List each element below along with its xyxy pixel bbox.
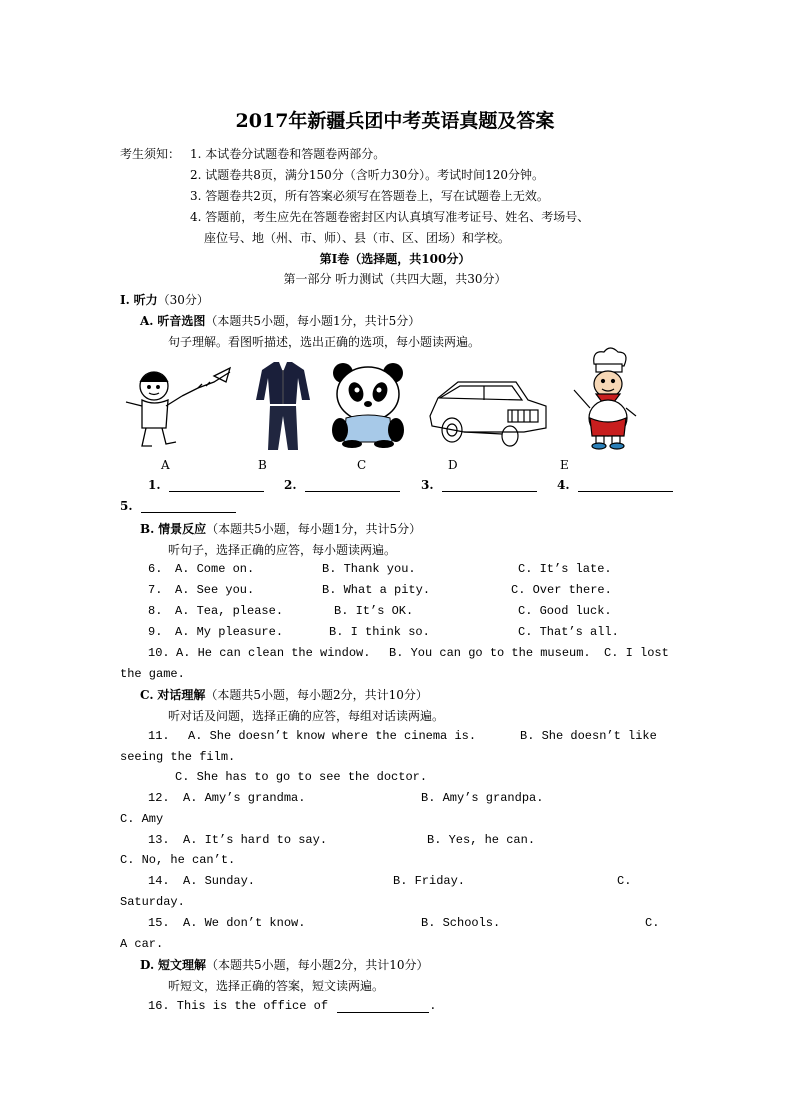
section-b-instruction: 听句子，选择正确的应答，每小题读两遍。: [168, 543, 397, 557]
question-7-option-c: C. Over there.: [511, 583, 612, 597]
question-11-option-c: C. She has to go to see the doctor.: [175, 770, 428, 784]
tracksuit-icon: [252, 360, 314, 452]
question-9-num: 9.: [148, 625, 163, 639]
section-b-label: B.: [140, 522, 155, 536]
question-7-option-a: A. See you.: [175, 583, 255, 597]
question-6-option-a: A. Come on.: [175, 562, 255, 576]
question-6-num: 6.: [148, 562, 163, 576]
question-11-option-b-cont: seeing the film.: [120, 750, 236, 764]
answer-blank-5-num: 5.: [120, 499, 133, 513]
chef-icon: [566, 346, 642, 450]
section-a-instruction: 句子理解。看图听描述，选出正确的选项，每小题读两遍。: [168, 335, 481, 349]
picture-label-b: B: [258, 458, 267, 472]
question-6-option-b: B. Thank you.: [322, 562, 416, 576]
section-a-label: A.: [140, 314, 154, 328]
notice-item-2: 2. 试题卷共8页，满分150分（含听力30分）。考试时间120分钟。: [190, 168, 544, 182]
question-9-option-c: C. That’s all.: [518, 625, 619, 639]
question-9-option-a: A. My pleasure.: [175, 625, 284, 639]
answer-blank-4-line[interactable]: [578, 478, 673, 492]
question-13-num: 13.: [148, 833, 170, 847]
picture-label-d: D: [448, 458, 458, 472]
girl-with-kite-icon: [118, 358, 236, 454]
section-c-name: 对话理解: [157, 688, 206, 702]
answer-blank-5-line[interactable]: [141, 499, 236, 513]
question-16-text: 16. This is the office of: [148, 999, 329, 1013]
answer-blank-4[interactable]: [557, 478, 673, 492]
notice-item-3: 3. 答题卷共2页，所有答案必须写在答题卷上，写在试题卷上无效。: [190, 189, 549, 203]
notice-label: 考生须知：: [120, 147, 181, 161]
answer-blank-3-line[interactable]: [442, 478, 537, 492]
question-13-option-c: C. No, he can’t.: [120, 853, 236, 867]
section-i-num: I.: [120, 293, 130, 307]
question-15-option-b: B. Schools.: [421, 916, 501, 930]
question-10-option-b: B. You can go to the museum.: [389, 646, 591, 660]
question-11-num: 11.: [148, 729, 170, 743]
section-i-heading: [120, 291, 209, 308]
section-d-label: D.: [140, 958, 155, 972]
answer-blank-2-line[interactable]: [305, 478, 400, 492]
question-15-num: 15.: [148, 916, 170, 930]
question-16: [148, 999, 436, 1013]
picture-label-e: E: [560, 458, 569, 472]
section-c-heading: [140, 686, 428, 703]
question-8-option-c: C. Good luck.: [518, 604, 612, 618]
picture-label-c: C: [357, 458, 367, 472]
question-10-option-c-cont: the game.: [120, 667, 185, 681]
answer-blank-2[interactable]: [284, 478, 400, 492]
question-8-num: 8.: [148, 604, 163, 618]
picture-label-a: A: [161, 458, 170, 472]
question-12-num: 12.: [148, 791, 170, 805]
section-c-desc: （本题共5小题，每小题2分，共计10分）: [205, 688, 428, 702]
answer-blank-1-num: 1.: [148, 478, 161, 492]
section-a-heading: [140, 312, 420, 329]
part-one-heading: 第一部分 听力测试（共四大题，共30分）: [283, 272, 507, 286]
question-10-num: 10.: [148, 646, 170, 660]
question-13-option-a: A. It’s hard to say.: [183, 833, 328, 847]
question-10-option-c: C. I lost: [604, 646, 669, 660]
question-15-option-c: A car.: [120, 937, 164, 951]
answer-blank-5[interactable]: [120, 499, 236, 513]
answer-blank-1[interactable]: [148, 478, 264, 492]
answer-blank-1-line[interactable]: [169, 478, 264, 492]
volume-heading: 第Ⅰ卷（选择题，共100分）: [319, 252, 471, 266]
notice-item-1: 1. 本试卷分试题卷和答题卷两部分。: [190, 147, 386, 161]
question-13-option-b: B. Yes, he can.: [427, 833, 536, 847]
section-i-name: 听力: [133, 293, 158, 307]
section-a-desc: （本题共5小题，每小题1分，共计5分）: [205, 314, 421, 328]
question-11-option-a: A. She doesn’t know where the cinema is.: [188, 729, 477, 743]
question-16-period: .: [429, 999, 437, 1013]
question-12-option-c: C. Amy: [120, 812, 164, 826]
section-d-name: 短文理解: [157, 958, 206, 972]
section-d-heading: [140, 956, 429, 973]
question-10-option-a: A. He can clean the window.: [176, 646, 371, 660]
car-icon: [424, 376, 550, 450]
section-c-instruction: 听对话及问题，选择正确的应答，每组对话读两遍。: [168, 709, 445, 723]
question-9-option-b: B. I think so.: [329, 625, 430, 639]
answer-blank-4-num: 4.: [557, 478, 570, 492]
question-14-option-c: Saturday.: [120, 895, 185, 909]
panda-icon: [330, 360, 406, 448]
question-11-option-b: B. She doesn’t like: [520, 729, 657, 743]
question-14-option-b: B. Friday.: [393, 874, 466, 888]
question-6-option-c: C. It’s late.: [518, 562, 612, 576]
section-d-desc: （本题共5小题，每小题2分，共计10分）: [206, 958, 429, 972]
notice-item-4-cont: 座位号、地（州、市、师）、县（市、区、团场）和学校。: [204, 231, 511, 245]
question-7-option-b: B. What a pity.: [322, 583, 431, 597]
section-d-instruction: 听短文，选择正确的答案，短文读两遍。: [168, 979, 385, 993]
question-14-option-a: A. Sunday.: [183, 874, 256, 888]
section-i-score: （30分）: [157, 293, 209, 307]
question-15-option-a: A. We don’t know.: [183, 916, 306, 930]
question-15-option-c-label: C.: [645, 916, 660, 930]
section-b-heading: [140, 520, 421, 537]
question-16-blank[interactable]: [337, 999, 429, 1013]
question-7-num: 7.: [148, 583, 163, 597]
section-b-desc: （本题共5小题，每小题1分，共计5分）: [206, 522, 422, 536]
question-12-option-a: A. Amy’s grandma.: [183, 791, 306, 805]
question-8-option-b: B. It’s OK.: [334, 604, 414, 618]
section-b-name: 情景反应: [158, 522, 207, 536]
section-a-name: 听音选图: [157, 314, 206, 328]
page-title: 2017年新疆兵团中考英语真题及答案: [235, 110, 555, 132]
notice-item-4: 4. 答题前，考生应先在答题卷密封区内认真填写准考证号、姓名、考场号、: [190, 210, 590, 224]
question-12-option-b: B. Amy’s grandpa.: [421, 791, 544, 805]
question-8-option-a: A. Tea, please.: [175, 604, 284, 618]
question-14-option-c-label: C.: [617, 874, 632, 888]
section-c-label: C.: [140, 688, 154, 702]
question-14-num: 14.: [148, 874, 170, 888]
answer-blank-2-num: 2.: [284, 478, 297, 492]
answer-blank-3-num: 3.: [421, 478, 434, 492]
answer-blank-3[interactable]: [421, 478, 537, 492]
